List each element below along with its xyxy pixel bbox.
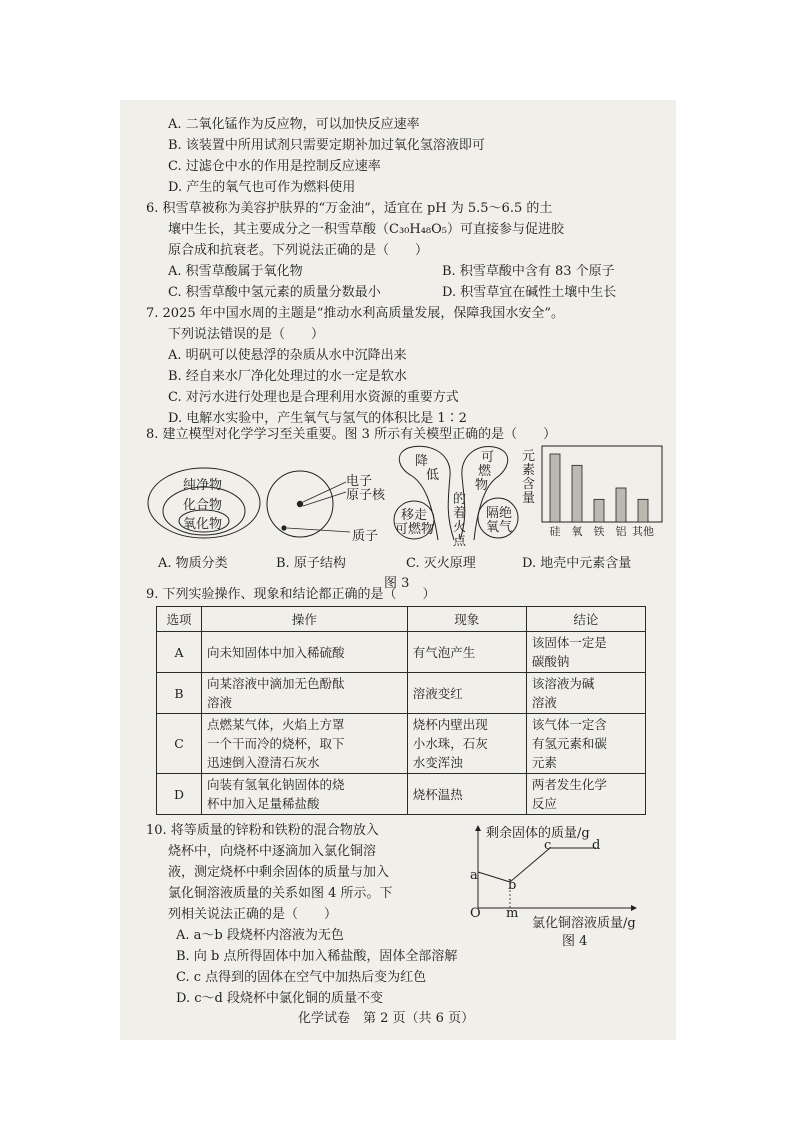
fig3b-electron-label: 电子 xyxy=(346,474,373,489)
fig3a-inner-label: 氧化物 xyxy=(183,517,223,532)
q9-header-operation: 操作 xyxy=(202,607,408,632)
q10-stem-line-2: 烧杯中，向烧杯中逐滴加入氯化铜溶 xyxy=(168,844,377,859)
fig3c-right-bottom-2: 氧气 xyxy=(486,520,513,535)
table-row xyxy=(157,714,646,774)
fig3a-caption: A. 物质分类 xyxy=(158,556,228,571)
bar-label-1: 氧 xyxy=(571,525,583,538)
q6-stem-line-2: 壤中生长，其主要成分之一积雪草酸（C₃₀H₄₈O₅）可直接参与促进胶 xyxy=(168,222,564,237)
q5-option-d: D. 产生的氧气也可作为燃料使用 xyxy=(168,180,356,195)
bar-2 xyxy=(594,499,604,522)
q9-row-phenomenon: 溶液变红 xyxy=(407,673,526,714)
q9-row-conclusion: 该气体一定含 有氢元素和碳 元素 xyxy=(526,714,645,774)
fig3c-left-top-1: 降 xyxy=(415,454,429,469)
q9-header-conclusion: 结论 xyxy=(526,607,645,632)
q7-stem-line-2: 下列说法错误的是（ ） xyxy=(168,327,325,342)
q10-stem-line-1: 10. 将等质量的锌粉和铁粉的混合物放入 xyxy=(146,823,379,838)
q9-row-phenomenon: 烧杯温热 xyxy=(407,774,526,815)
fig4-point-c: c xyxy=(544,838,552,853)
fig4-m-label: m xyxy=(506,906,519,921)
q9-header-row xyxy=(157,607,646,632)
q9-row-option: D xyxy=(157,774,202,815)
fig3c-left-bottom-1: 移走 xyxy=(401,508,428,523)
q8-stem: 8. 建立模型对化学学习至关重要。图 3 所示有关模型正确的是（ ） xyxy=(146,427,557,442)
q10-stem-line-5: 列相关说法正确的是（ ） xyxy=(168,907,338,922)
fig4-xlabel: 氯化铜溶液质量/g xyxy=(532,916,636,931)
q6-stem-line-1: 6. 积雪草被称为美容护肤界的“万金油”，适宜在 pH 为 5.5～6.5 的土 xyxy=(146,201,553,216)
q10-option-a: A. a～b 段烧杯内溶液为无色 xyxy=(176,928,344,943)
bar-label-4: 其他 xyxy=(632,525,654,538)
bar-0 xyxy=(550,454,560,522)
q9-row-operation: 向某溶液中滴加无色酚酞 溶液 xyxy=(202,673,408,714)
bar-label-2: 铁 xyxy=(593,525,605,538)
table-row xyxy=(157,632,646,673)
q7-option-d: D. 电解水实验中，产生氧气与氢气的体积比是 1∶2 xyxy=(168,411,467,426)
bar-1 xyxy=(572,465,582,522)
fig3d-ylabel: 元 素 含 量 xyxy=(522,449,536,506)
q9-stem: 9. 下列实验操作、现象和结论都正确的是（ ） xyxy=(146,587,436,602)
q6-option-c: C. 积雪草酸中氢元素的质量分数最小 xyxy=(168,285,381,300)
fig4-point-b: b xyxy=(508,878,517,893)
q5-option-a: A. 二氧化锰作为反应物，可以加快反应速率 xyxy=(168,117,420,132)
fig3d-caption: D. 地壳中元素含量 xyxy=(522,556,632,571)
q6-stem-line-3: 原合成和抗衰老。下列说法正确的是（ ） xyxy=(168,243,429,258)
exam-page xyxy=(120,100,676,1040)
fig3b-caption: B. 原子结构 xyxy=(276,556,346,571)
q9-row-operation: 点燃某气体，火焰上方罩 一个干而冷的烧杯，取下 迅速倒入澄清石灰水 xyxy=(202,714,408,774)
q10-option-b: B. 向 b 点所得固体中加入稀盐酸，固体全部溶解 xyxy=(176,949,458,964)
fig4-ylabel: 剩余固体的质量/g xyxy=(486,826,590,841)
q7-option-a: A. 明矾可以使悬浮的杂质从水中沉降出来 xyxy=(168,348,407,363)
q9-row-operation: 向装有氢氧化钠固体的烧 杯中加入足量稀盐酸 xyxy=(202,774,408,815)
fig3c-center-3: 火 xyxy=(453,520,467,535)
bar-label-0: 硅 xyxy=(549,525,561,538)
q9-row-phenomenon: 烧杯内壁出现 小水珠，石灰 水变浑浊 xyxy=(407,714,526,774)
q9-row-phenomenon: 有气泡产生 xyxy=(407,632,526,673)
q9-row-conclusion: 该溶液为碱 溶液 xyxy=(526,673,645,714)
fig3c-center-2: 着 xyxy=(453,506,467,521)
q10-stem-line-3: 液，测定烧杯中剩余固体的质量与加入 xyxy=(168,865,390,880)
q6-option-d: D. 积雪草宜在碱性土壤中生长 xyxy=(442,285,617,300)
fig3c-center-1: 的 xyxy=(453,492,467,507)
q6-option-a: A. 积雪草酸属于氧化物 xyxy=(168,264,303,279)
q9-row-operation: 向未知固体中加入稀硫酸 xyxy=(202,632,408,673)
table-row xyxy=(157,774,646,815)
q7-stem-line-1: 7. 2025 年中国水周的主题是“推动水利高质量发展，保障我国水安全”。 xyxy=(146,306,565,321)
fig4-origin: O xyxy=(470,906,481,921)
figure-3-label: 图 3 xyxy=(384,576,410,591)
q9-row-conclusion: 该固体一定是 碳酸钠 xyxy=(526,632,645,673)
fig3c-right-top-2: 燃 xyxy=(478,464,492,479)
fig3c-left-top-2: 低 xyxy=(426,468,440,483)
q9-header-option: 选项 xyxy=(157,607,202,632)
fig3c-right-top-1: 可 xyxy=(481,450,495,465)
q7-option-b: B. 经自来水厂净化处理过的水一定是软水 xyxy=(168,369,407,384)
page-footer: 化学试卷 第 2 页（共 6 页） xyxy=(298,1011,475,1026)
q5-option-c: C. 过滤仓中水的作用是控制反应速率 xyxy=(168,159,381,174)
q10-option-c: C. c 点得到的固体在空气中加热后变为红色 xyxy=(176,970,427,985)
fig3c-center-4: 点 xyxy=(453,534,467,549)
q9-table xyxy=(156,606,646,815)
q5-option-b: B. 该装置中所用试剂只需要定期补加过氧化氢溶液即可 xyxy=(168,138,485,153)
fig3c-right-bottom-1: 隔绝 xyxy=(486,506,513,521)
fig3d-bar-chart xyxy=(516,440,666,548)
q9-row-conclusion: 两者发生化学 反应 xyxy=(526,774,645,815)
q10-option-d: D. c～d 段烧杯中氯化铜的质量不变 xyxy=(176,991,383,1006)
q9-header-phenomenon: 现象 xyxy=(407,607,526,632)
bar-3 xyxy=(616,488,626,522)
bar-4 xyxy=(638,499,648,522)
fig3a-middle-label: 化合物 xyxy=(183,498,223,513)
fig3b-nucleus-label: 原子核 xyxy=(346,488,386,503)
fig3a-outer-label: 纯净物 xyxy=(183,478,223,493)
figure-4-label: 图 4 xyxy=(562,934,588,949)
bar-label-3: 铝 xyxy=(615,525,627,538)
q10-stem-line-4: 氯化铜溶液质量的关系如图 4 所示。下 xyxy=(168,886,393,901)
fig3c-caption: C. 灭火原理 xyxy=(406,556,476,571)
q7-option-c: C. 对污水进行处理也是合理利用水资源的重要方式 xyxy=(168,390,459,405)
q6-option-b: B. 积雪草酸中含有 83 个原子 xyxy=(442,264,615,279)
fig4-point-d: d xyxy=(592,838,601,853)
fig3c-right-top-3: 物 xyxy=(475,478,489,493)
q9-row-option: B xyxy=(157,673,202,714)
table-row xyxy=(157,673,646,714)
q9-row-option: C xyxy=(157,714,202,774)
fig4-point-a: a xyxy=(470,868,478,883)
fig3c-left-bottom-2: 可燃物 xyxy=(395,522,435,537)
fig3b-proton-label: 质子 xyxy=(352,529,379,544)
q9-row-option: A xyxy=(157,632,202,673)
